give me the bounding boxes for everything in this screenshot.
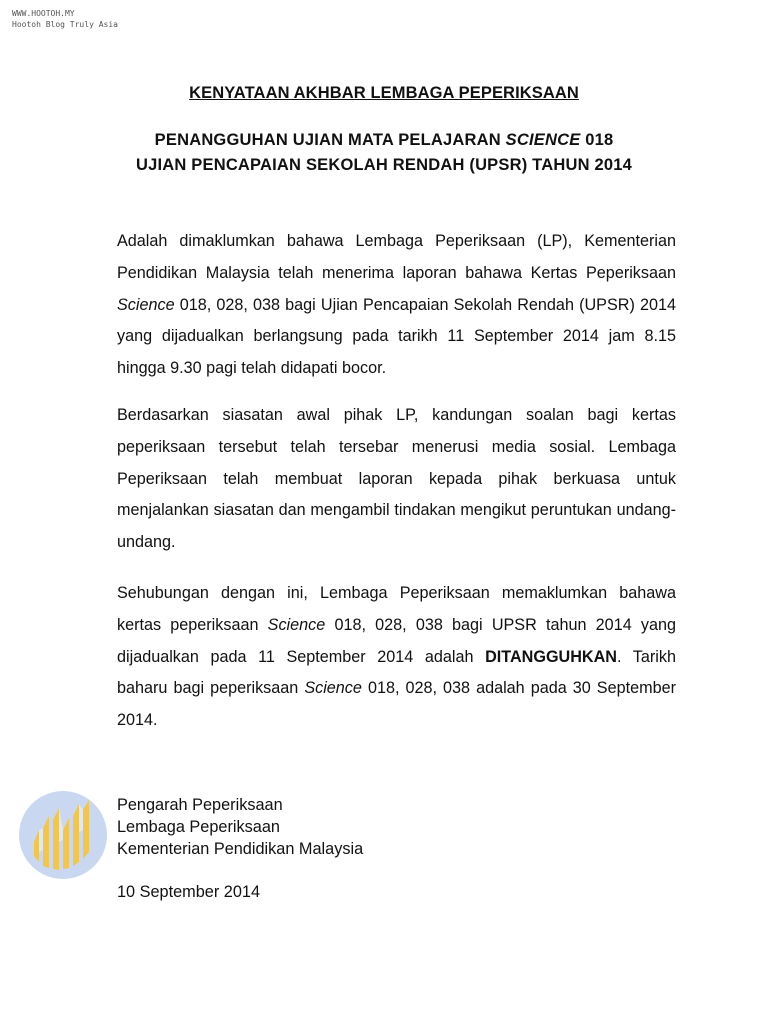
press-release-heading: KENYATAAN AKHBAR LEMBAGA PEPERIKSAAN (189, 84, 579, 102)
release-date: 10 September 2014 (117, 883, 261, 901)
document-subheading (0, 128, 768, 178)
subheading-text: PENANGGUHAN UJIAN MATA PELAJARAN (154, 131, 506, 149)
logo-graphic (18, 790, 108, 880)
paragraph-investigation: Berdasarkan siasatan awal pihak LP, kandungan soalan bagi kertas peperiksaan tersebut telah tersebar menerusi media sosial. Lembaga Peperiksaan telah membuat laporan kepada pihak berkuasa untuk menjalankan siasatan dan mengambil tindakan mengikut peruntukan undang-undang. (117, 406, 676, 552)
subheading-line-2: UJIAN PENCAPAIAN SEKOLAH RENDAH (UPSR) TAHUN 2014 (136, 156, 632, 174)
subheading-code: 018 (580, 131, 614, 149)
paragraph-3-text-b: 018, 028, 038 bagi UPSR tahun 2014 yang dijadualkan pada 11 September 2014 adalah (117, 615, 676, 666)
subheading-subject: SCIENCE (505, 131, 581, 149)
paragraph-3-text-a: Sehubungan dengan ini, Lembaga Peperiksaan memaklumkan bahawa kertas peperiksaan (117, 584, 676, 634)
postponed-emphasis: DITANGGUHKAN (485, 647, 617, 666)
paragraph-1-text-a: Adalah dimaklumkan bahawa Lembaga Peperiksaan (LP), Kementerian Pendidikan Malaysia telah menerima laporan bahawa Kertas Peperiksaan (117, 232, 676, 282)
paragraph-3-subject-2: Science (304, 679, 362, 698)
lembaga-peperiksaan-logo-icon (18, 790, 108, 880)
paragraph-3-text-d: 018, 028, 038 adalah pada 30 September 2014. (117, 679, 676, 730)
watermark-url: WWW.HOOTOH.MY (12, 9, 75, 18)
signatory-title: Pengarah Peperiksaan (117, 796, 283, 814)
signatory-organisation: Lembaga Peperiksaan (117, 818, 280, 836)
paragraph-3-text-c: . Tarikh baharu bagi peperiksaan (117, 647, 676, 698)
watermark-tagline: Hootoh Blog Truly Asia (12, 20, 118, 29)
signatory-ministry: Kementerian Pendidikan Malaysia (117, 840, 364, 858)
paragraph-1-text-b: 018, 028, 038 bagi Ujian Pencapaian Sekolah Rendah (UPSR) 2014 yang dijadualkan berlangsung pada tarikh 11 September 2014 jam 8.15 hingga 9.30 pagi telah didapati bocor. (117, 295, 676, 378)
watermark (12, 8, 118, 30)
paragraph-announcement (117, 226, 676, 385)
signature-block (117, 794, 363, 860)
paragraph-3-subject-1: Science (267, 615, 326, 634)
paragraph-1-subject: Science (117, 295, 175, 314)
subheading-line-1 (0, 128, 768, 153)
paragraph-postponement (117, 578, 676, 737)
